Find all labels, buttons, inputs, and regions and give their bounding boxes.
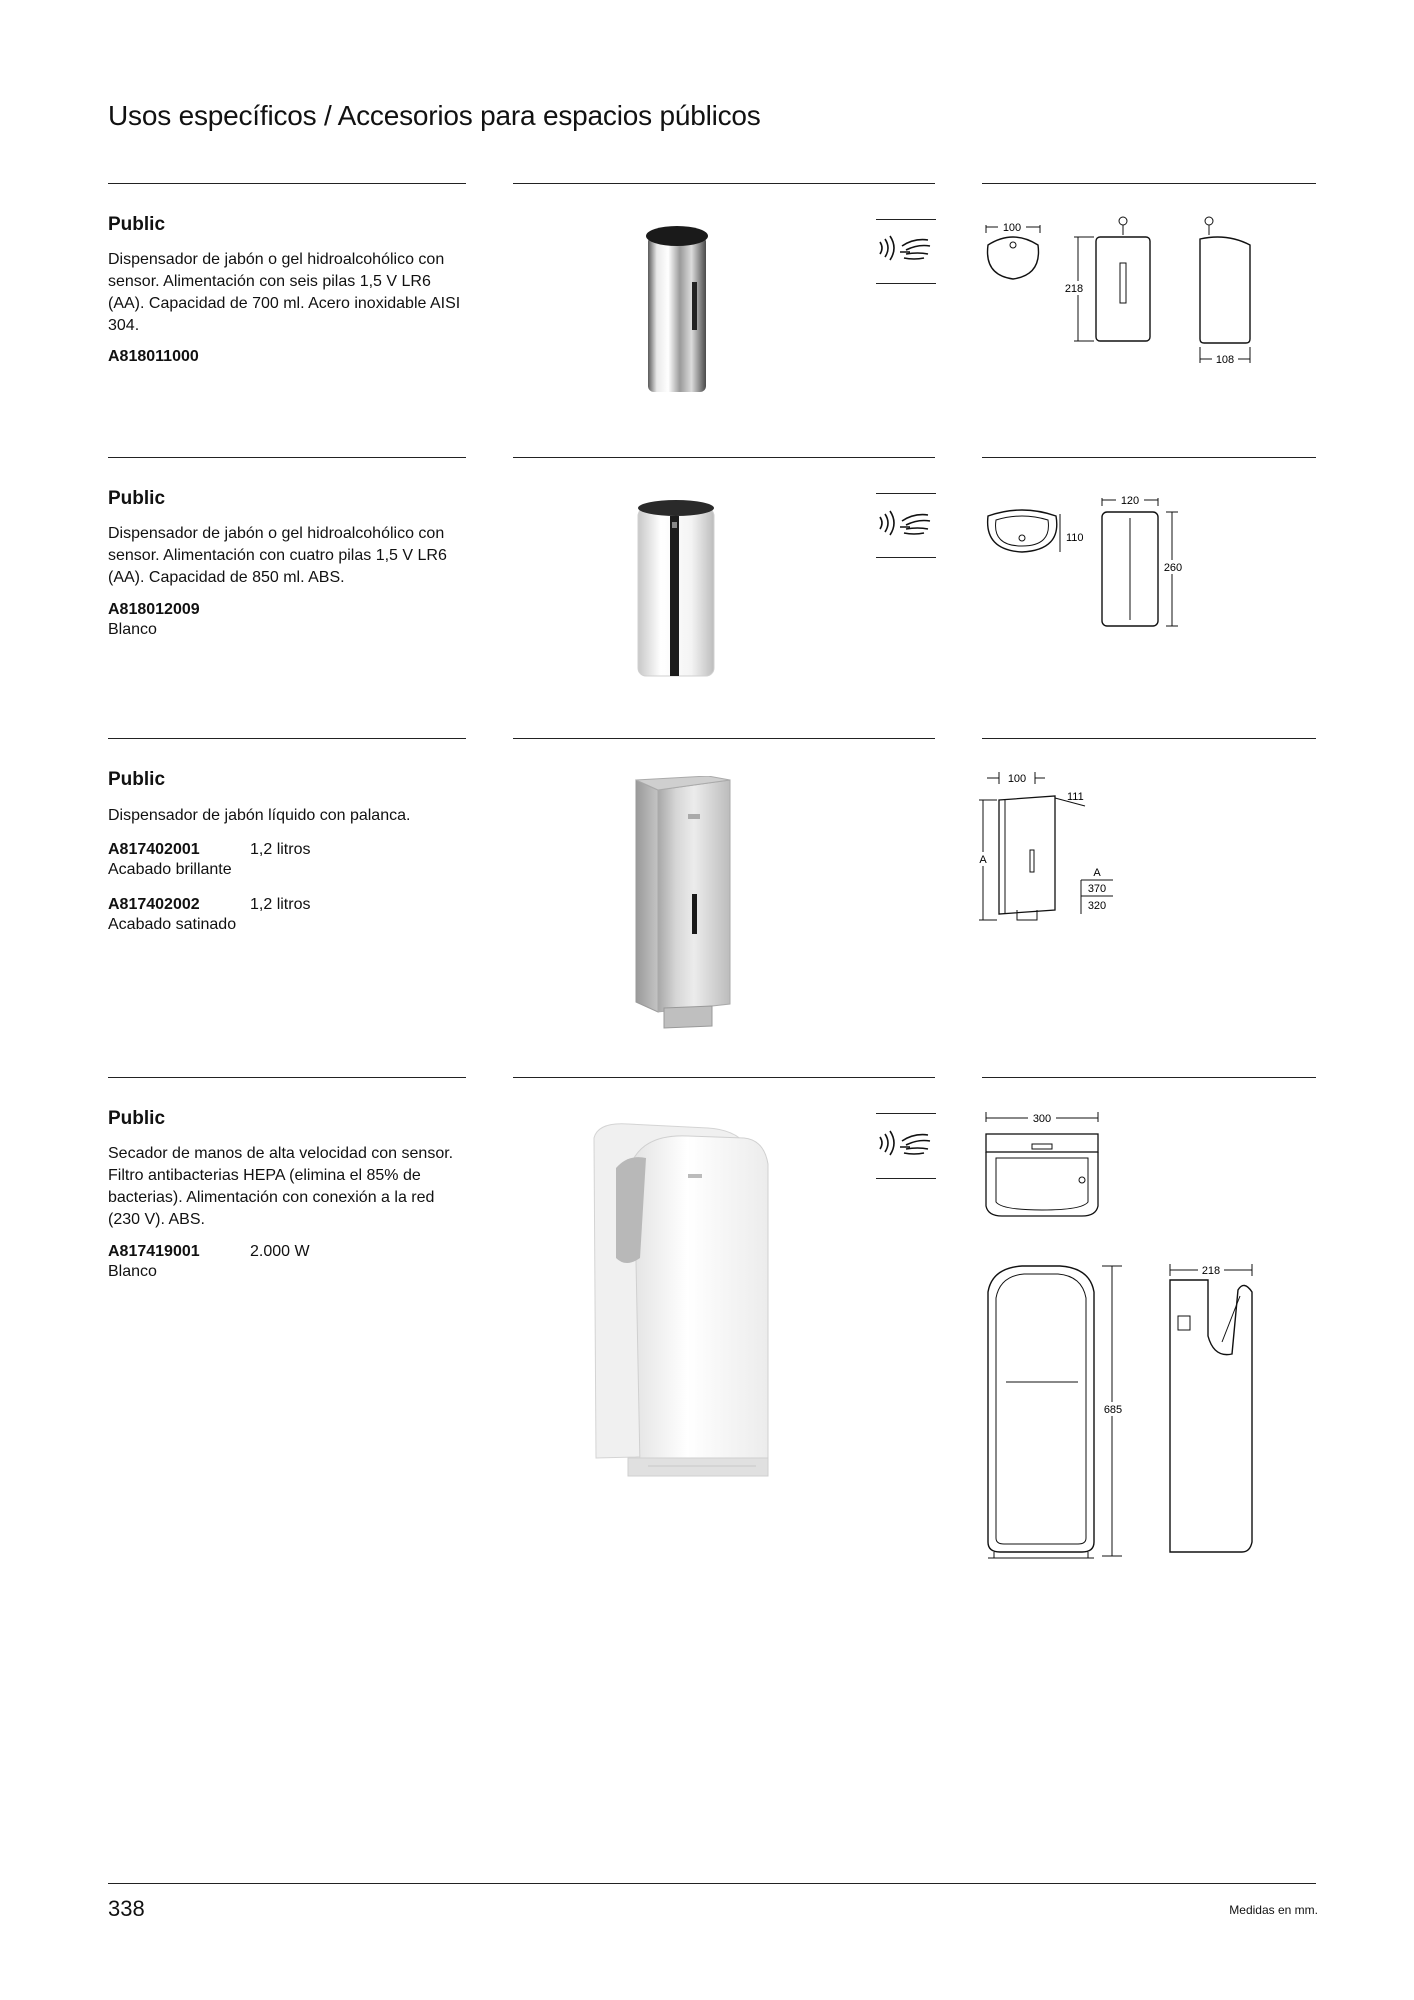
- variant-row: [108, 840, 310, 860]
- product-sku: A817419001: [108, 1243, 200, 1260]
- divider: [982, 183, 1316, 184]
- page-number: 338: [108, 1896, 145, 1921]
- divider: [108, 457, 466, 458]
- divider: [108, 1883, 1316, 1884]
- product-spec: 1,2 litros: [250, 896, 311, 913]
- product-title: Public: [108, 488, 166, 509]
- page-title: Usos específicos / Accesorios para espacios públicos: [108, 100, 761, 131]
- dimension-label: 100: [1002, 222, 1022, 234]
- product-title: Public: [108, 769, 166, 790]
- divider: [876, 219, 936, 220]
- dimension-label: 260: [1163, 562, 1183, 574]
- dimension-label: 218: [1201, 1265, 1221, 1277]
- dimension-label: 100: [1007, 773, 1027, 785]
- divider: [876, 283, 936, 284]
- technical-drawing: [975, 770, 1115, 930]
- dimension-label: 110: [1066, 532, 1084, 544]
- sensor-hand-icon: [876, 230, 936, 266]
- sensor-hand-icon: [876, 505, 936, 541]
- variant-row: [108, 1242, 310, 1262]
- dimension-label: 108: [1215, 354, 1235, 366]
- product-photo-stainless-dispenser: [630, 222, 725, 394]
- product-finish: Acabado brillante: [108, 861, 232, 878]
- technical-drawing: [982, 1262, 1262, 1562]
- product-sku: A818011000: [108, 348, 199, 365]
- divider: [513, 457, 935, 458]
- product-photo-hand-dryer: [588, 1118, 788, 1490]
- product-finish: Blanco: [108, 1263, 157, 1280]
- product-title: Public: [108, 1108, 166, 1129]
- divider: [108, 183, 466, 184]
- product-spec: 1,2 litros: [250, 841, 311, 858]
- variant-row: [108, 347, 250, 367]
- product-description: Dispensador de jabón o gel hidroalcohólico con sensor. Alimentación con cuatro pilas 1,5 V LR6 (AA). Capacidad de 850 ml. ABS.: [108, 525, 447, 586]
- measurement-footnote: Medidas en mm.: [1229, 1903, 1318, 1917]
- product-sku: A818012009: [108, 601, 200, 618]
- dimension-label: 370: [1087, 883, 1107, 895]
- product-description: Dispensador de jabón líquido con palanca.: [108, 807, 411, 824]
- technical-drawing: [982, 1110, 1102, 1220]
- product-finish: Acabado satinado: [108, 916, 237, 933]
- product-spec: 2.000 W: [250, 1243, 310, 1260]
- divider: [982, 457, 1316, 458]
- divider: [982, 738, 1316, 739]
- product-description: Secador de manos de alta velocidad con sensor. Filtro antibacterias HEPA (elimina el 85% de bacterias). Alimentación con conexión a la red (230 V). ABS.: [108, 1145, 454, 1228]
- variant-row: [108, 895, 310, 915]
- dimension-label: A: [1093, 867, 1101, 879]
- divider: [108, 1077, 466, 1078]
- divider: [876, 493, 936, 494]
- divider: [876, 1113, 936, 1114]
- product-finish: Blanco: [108, 621, 157, 638]
- product-sku: A817402002: [108, 896, 200, 913]
- technical-drawing: [982, 215, 1282, 370]
- technical-drawing: [982, 490, 1192, 630]
- dimension-label: 120: [1120, 495, 1140, 507]
- product-photo-white-dispenser: [630, 498, 725, 682]
- product-sku: A817402001: [108, 841, 200, 858]
- divider: [876, 557, 936, 558]
- divider: [108, 738, 466, 739]
- sensor-hand-icon: [876, 1125, 936, 1161]
- divider: [513, 738, 935, 739]
- product-description: Dispensador de jabón o gel hidroalcohólico con sensor. Alimentación con seis pilas 1,5 V LR6 (AA). Capacidad de 700 ml. Acero inoxidable AISI 304.: [108, 251, 461, 334]
- product-title: Public: [108, 214, 166, 235]
- dimension-label: 300: [1032, 1113, 1052, 1125]
- divider: [513, 1077, 935, 1078]
- divider: [876, 1178, 936, 1179]
- product-photo-lever-dispenser: [628, 776, 738, 1040]
- dimension-label: 685: [1103, 1404, 1123, 1416]
- divider: [982, 1077, 1316, 1078]
- variant-row: [108, 600, 250, 620]
- dimension-label: A: [979, 854, 987, 866]
- dimension-label: 320: [1087, 900, 1107, 912]
- dimension-label: 111: [1067, 791, 1084, 803]
- dimension-label: 218: [1064, 283, 1084, 295]
- divider: [513, 183, 935, 184]
